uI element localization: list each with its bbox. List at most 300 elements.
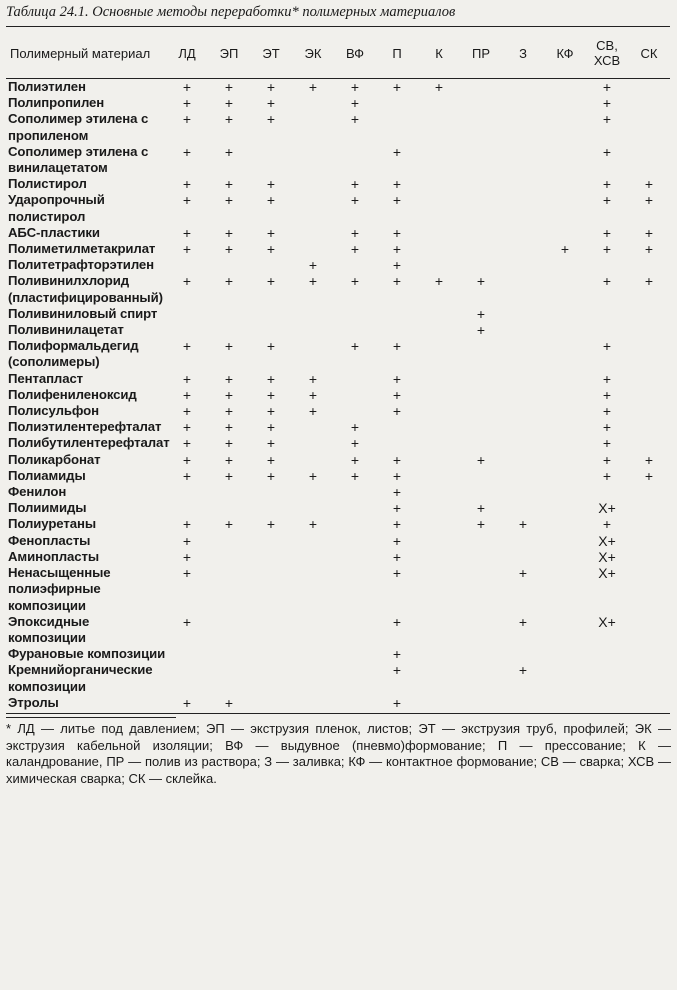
method-mark (628, 95, 670, 111)
method-mark (334, 614, 376, 646)
method-mark: + (182, 192, 192, 209)
method-mark (292, 452, 334, 468)
method-mark: + (182, 403, 192, 420)
method-mark: + (518, 613, 528, 630)
method-mark: + (182, 565, 192, 582)
method-mark (502, 549, 544, 565)
method-mark (166, 662, 208, 694)
method-mark (334, 500, 376, 516)
method-mark: + (644, 224, 654, 241)
method-mark (292, 338, 334, 370)
method-mark (502, 241, 544, 257)
method-mark (292, 192, 334, 224)
method-mark: + (392, 451, 402, 468)
method-mark: + (224, 370, 234, 387)
method-mark (166, 257, 208, 273)
method-mark: + (266, 176, 276, 193)
method-mark (292, 695, 334, 711)
method-mark: + (266, 224, 276, 241)
method-mark (628, 111, 670, 143)
method-mark (292, 111, 334, 143)
method-mark: + (602, 224, 612, 241)
method-mark (418, 516, 460, 532)
method-mark: + (476, 451, 486, 468)
method-mark (418, 662, 460, 694)
method-mark (418, 322, 460, 338)
method-mark (544, 306, 586, 322)
table-row (6, 500, 670, 516)
method-mark: + (308, 516, 318, 533)
method-mark (208, 500, 250, 516)
method-mark (292, 549, 334, 565)
method-mark: + (392, 338, 402, 355)
method-mark (250, 662, 292, 694)
method-mark (544, 484, 586, 500)
method-mark (460, 387, 502, 403)
method-mark (292, 306, 334, 322)
method-mark (460, 192, 502, 224)
method-mark (334, 387, 376, 403)
method-mark (376, 435, 418, 451)
method-mark (502, 387, 544, 403)
method-mark (628, 614, 670, 646)
material-name: Этролы (8, 694, 59, 710)
table-row (6, 79, 670, 96)
method-mark: + (182, 79, 192, 95)
material-name: Поливиниловый спирт (8, 305, 158, 321)
method-mark (334, 371, 376, 387)
method-mark: + (392, 79, 402, 95)
method-mark: + (308, 79, 318, 95)
method-mark: + (392, 662, 402, 679)
method-mark: + (308, 403, 318, 420)
method-mark: + (266, 467, 276, 484)
method-mark (292, 241, 334, 257)
method-mark (628, 306, 670, 322)
method-mark: + (560, 241, 570, 258)
table-row (6, 273, 670, 305)
method-mark: + (602, 111, 612, 128)
method-mark (292, 484, 334, 500)
method-mark: + (182, 111, 192, 128)
material-name: Эпоксидные композиции (8, 613, 90, 645)
method-mark (418, 500, 460, 516)
method-mark (418, 225, 460, 241)
method-mark (460, 225, 502, 241)
method-mark: + (518, 516, 528, 533)
method-mark: + (182, 419, 192, 436)
method-mark: + (224, 467, 234, 484)
column-header: ПР (460, 28, 502, 79)
method-mark (502, 192, 544, 224)
method-mark: + (602, 386, 612, 403)
table-body (6, 79, 670, 711)
material-name: Полипропилен (8, 95, 105, 111)
method-mark: + (644, 192, 654, 209)
method-mark (208, 549, 250, 565)
method-mark: + (392, 176, 402, 193)
method-mark (502, 695, 544, 711)
method-mark (502, 322, 544, 338)
method-mark: + (392, 370, 402, 387)
material-name: Полиформальдегид (сополимеры) (8, 338, 139, 370)
material-name: Аминопласты (8, 548, 100, 564)
method-mark (418, 484, 460, 500)
method-mark: + (182, 516, 192, 533)
material-name: Полифениленоксид (8, 386, 137, 402)
method-mark (628, 500, 670, 516)
method-mark (418, 435, 460, 451)
method-mark: + (434, 79, 444, 95)
method-mark: + (392, 516, 402, 533)
method-mark: + (224, 95, 234, 112)
column-header: СВ, ХСВ (586, 28, 628, 79)
table-row (6, 225, 670, 241)
table-row (6, 533, 670, 549)
table-row (6, 565, 670, 614)
method-mark (460, 549, 502, 565)
column-header: ЭП (208, 28, 250, 79)
method-mark (586, 662, 628, 694)
method-mark: + (266, 516, 276, 533)
material-name: Ненасыщенные полиэфирные композиции (8, 565, 111, 613)
method-mark (628, 695, 670, 711)
method-mark: Х+ (598, 548, 616, 565)
table-row (6, 468, 670, 484)
method-mark (544, 371, 586, 387)
method-mark (502, 273, 544, 305)
material-name: Фенопласты (8, 532, 91, 548)
method-mark (628, 144, 670, 176)
method-mark (544, 273, 586, 305)
method-mark: + (266, 370, 276, 387)
method-mark: + (476, 273, 486, 290)
material-name: Полисульфон (8, 403, 99, 419)
method-mark (418, 176, 460, 192)
table-row (6, 516, 670, 532)
method-mark: + (518, 565, 528, 582)
method-mark (628, 419, 670, 435)
method-mark: + (266, 241, 276, 258)
column-header: СК (628, 28, 670, 79)
method-mark (418, 533, 460, 549)
method-mark (418, 338, 460, 370)
method-mark: + (224, 516, 234, 533)
method-mark (292, 500, 334, 516)
method-mark (460, 79, 502, 96)
method-mark: + (182, 273, 192, 290)
method-mark: + (224, 241, 234, 258)
method-mark (502, 419, 544, 435)
method-mark: + (224, 435, 234, 452)
method-mark (250, 549, 292, 565)
method-mark: + (602, 176, 612, 193)
method-mark: + (392, 257, 402, 274)
method-mark (250, 257, 292, 273)
footnote: * ЛД — литье под давлением; ЭП — экструзия пленок, листов; ЭТ — экструзия труб, профилей; ЭК — экструзия кабельной изоляции; ВФ — выдувное (пневмо)формование; П — прессование; К — каландрование, ПР — полив из раствора; З — заливка; КФ — контактное формование; СВ — сварка; ХСВ — химическая сварка; СК — склейка. (6, 721, 671, 786)
method-mark: + (602, 79, 612, 95)
method-mark: + (224, 386, 234, 403)
method-mark: + (266, 451, 276, 468)
method-mark (544, 565, 586, 614)
method-mark (502, 533, 544, 549)
method-mark: + (266, 192, 276, 209)
method-mark (208, 322, 250, 338)
method-mark (502, 95, 544, 111)
column-header: КФ (544, 28, 586, 79)
method-mark: + (224, 143, 234, 160)
method-mark (250, 533, 292, 549)
method-mark: + (392, 467, 402, 484)
method-mark: + (266, 273, 276, 290)
method-mark: Х+ (598, 532, 616, 549)
method-mark (250, 614, 292, 646)
method-mark (208, 565, 250, 614)
column-header: ЛД (166, 28, 208, 79)
method-mark: + (350, 192, 360, 209)
material-name: Полиимиды (8, 500, 87, 516)
method-mark (544, 322, 586, 338)
table-row (6, 371, 670, 387)
table-caption: Таблица 24.1. Основные методы переработки* полимерных материалов (6, 4, 456, 20)
column-header: ЭК (292, 28, 334, 79)
method-mark: + (392, 192, 402, 209)
method-mark: Х+ (598, 565, 616, 582)
method-mark (628, 565, 670, 614)
method-mark (544, 662, 586, 694)
method-mark: + (392, 273, 402, 290)
table-row (6, 614, 670, 646)
method-mark: + (644, 176, 654, 193)
method-mark: + (350, 451, 360, 468)
method-mark: + (644, 467, 654, 484)
method-mark: + (182, 370, 192, 387)
table-row (6, 144, 670, 176)
material-name: АБС-пластики (8, 224, 100, 240)
method-mark (544, 646, 586, 662)
material-name: Политетрафторэтилен (8, 257, 155, 273)
method-mark: + (182, 176, 192, 193)
method-mark: + (518, 662, 528, 679)
method-mark (418, 403, 460, 419)
method-mark (418, 257, 460, 273)
method-mark (628, 484, 670, 500)
table-top-rule (6, 26, 670, 27)
method-mark: + (266, 338, 276, 355)
method-mark (544, 387, 586, 403)
method-mark: + (182, 613, 192, 630)
method-mark (502, 144, 544, 176)
method-mark (292, 419, 334, 435)
method-mark: + (350, 435, 360, 452)
method-mark (292, 322, 334, 338)
method-mark (250, 306, 292, 322)
method-mark (292, 565, 334, 614)
method-mark (334, 403, 376, 419)
method-mark (586, 484, 628, 500)
method-mark (544, 79, 586, 96)
method-mark: + (224, 403, 234, 420)
method-mark: + (602, 435, 612, 452)
method-mark (334, 695, 376, 711)
method-mark: + (182, 451, 192, 468)
method-mark (460, 662, 502, 694)
method-mark: + (350, 467, 360, 484)
method-mark (460, 695, 502, 711)
method-mark: + (182, 467, 192, 484)
table-bottom-rule (6, 713, 670, 714)
method-mark (418, 468, 460, 484)
material-name: Поливинилацетат (8, 322, 124, 338)
method-mark: + (308, 467, 318, 484)
method-mark: + (182, 435, 192, 452)
method-mark (544, 435, 586, 451)
method-mark (460, 468, 502, 484)
method-mark (166, 646, 208, 662)
method-mark (502, 468, 544, 484)
method-mark (460, 614, 502, 646)
method-mark (334, 306, 376, 322)
table-row (6, 176, 670, 192)
method-mark (418, 387, 460, 403)
method-mark: + (644, 241, 654, 258)
method-mark: + (350, 241, 360, 258)
method-mark (544, 468, 586, 484)
method-mark: + (350, 111, 360, 128)
method-mark (166, 500, 208, 516)
method-mark (334, 646, 376, 662)
method-mark: + (182, 95, 192, 112)
method-mark (418, 111, 460, 143)
method-mark: + (392, 143, 402, 160)
method-mark (166, 322, 208, 338)
method-mark: + (182, 338, 192, 355)
column-header: ЭТ (250, 28, 292, 79)
method-mark (418, 549, 460, 565)
method-mark (460, 111, 502, 143)
method-mark (586, 322, 628, 338)
method-mark: + (392, 500, 402, 517)
method-mark (502, 338, 544, 370)
method-mark (292, 95, 334, 111)
method-mark (334, 662, 376, 694)
method-mark (376, 322, 418, 338)
method-mark (334, 565, 376, 614)
method-mark (334, 533, 376, 549)
method-mark: + (602, 516, 612, 533)
method-mark: + (224, 694, 234, 711)
method-mark (208, 306, 250, 322)
method-mark (418, 371, 460, 387)
material-name: Полиэтилентерефталат (8, 419, 162, 435)
method-mark: + (182, 694, 192, 711)
method-mark: + (392, 484, 402, 501)
method-mark: + (308, 386, 318, 403)
material-name: Полиамиды (8, 467, 86, 483)
method-mark: + (224, 451, 234, 468)
method-mark (628, 79, 670, 96)
method-mark (250, 500, 292, 516)
method-mark: + (308, 257, 318, 274)
method-mark: + (350, 95, 360, 112)
method-mark: + (224, 419, 234, 436)
method-mark (628, 371, 670, 387)
method-mark: + (602, 192, 612, 209)
table-row (6, 322, 670, 338)
method-mark (544, 500, 586, 516)
material-name: Полиуретаны (8, 516, 96, 532)
method-mark (208, 533, 250, 549)
method-mark (418, 306, 460, 322)
method-mark: Х+ (598, 500, 616, 517)
method-mark (376, 95, 418, 111)
method-mark: + (602, 403, 612, 420)
method-mark: + (392, 694, 402, 711)
method-mark: + (602, 370, 612, 387)
method-mark: + (392, 565, 402, 582)
method-mark (292, 144, 334, 176)
method-mark (502, 500, 544, 516)
method-mark (460, 646, 502, 662)
method-mark: + (602, 143, 612, 160)
method-mark: + (182, 143, 192, 160)
method-mark: + (476, 516, 486, 533)
method-mark (292, 662, 334, 694)
processing-methods-table (6, 28, 670, 711)
method-mark: + (266, 386, 276, 403)
method-mark: + (602, 419, 612, 436)
method-mark: + (392, 403, 402, 420)
method-mark (250, 144, 292, 176)
method-mark: + (350, 176, 360, 193)
method-mark (502, 371, 544, 387)
method-mark (544, 192, 586, 224)
material-name: Пентапласт (8, 370, 84, 386)
method-mark (502, 484, 544, 500)
method-mark (292, 435, 334, 451)
method-mark (502, 403, 544, 419)
material-name: Кремнийорганические композиции (8, 662, 153, 694)
method-mark (250, 322, 292, 338)
material-name: Сополимер этилена с пропиленом (8, 111, 149, 143)
table-row (6, 549, 670, 565)
method-mark (544, 338, 586, 370)
method-mark (628, 662, 670, 694)
method-mark (418, 614, 460, 646)
method-mark (544, 176, 586, 192)
method-mark (250, 565, 292, 614)
material-name: Фенилон (8, 484, 67, 500)
table-row (6, 338, 670, 370)
method-mark (208, 484, 250, 500)
column-header: З (502, 28, 544, 79)
method-mark (544, 452, 586, 468)
table-header-row (6, 28, 670, 79)
method-mark (418, 144, 460, 176)
column-header: Полимерный материал (6, 28, 166, 79)
column-header: К (418, 28, 460, 79)
method-mark (628, 646, 670, 662)
method-mark (418, 646, 460, 662)
method-mark (502, 435, 544, 451)
method-mark (460, 533, 502, 549)
material-name: Сополимер этилена с винилацетатом (8, 143, 149, 176)
method-mark: + (392, 386, 402, 403)
method-mark (586, 695, 628, 711)
method-mark (628, 403, 670, 419)
method-mark (628, 322, 670, 338)
method-mark (418, 565, 460, 614)
